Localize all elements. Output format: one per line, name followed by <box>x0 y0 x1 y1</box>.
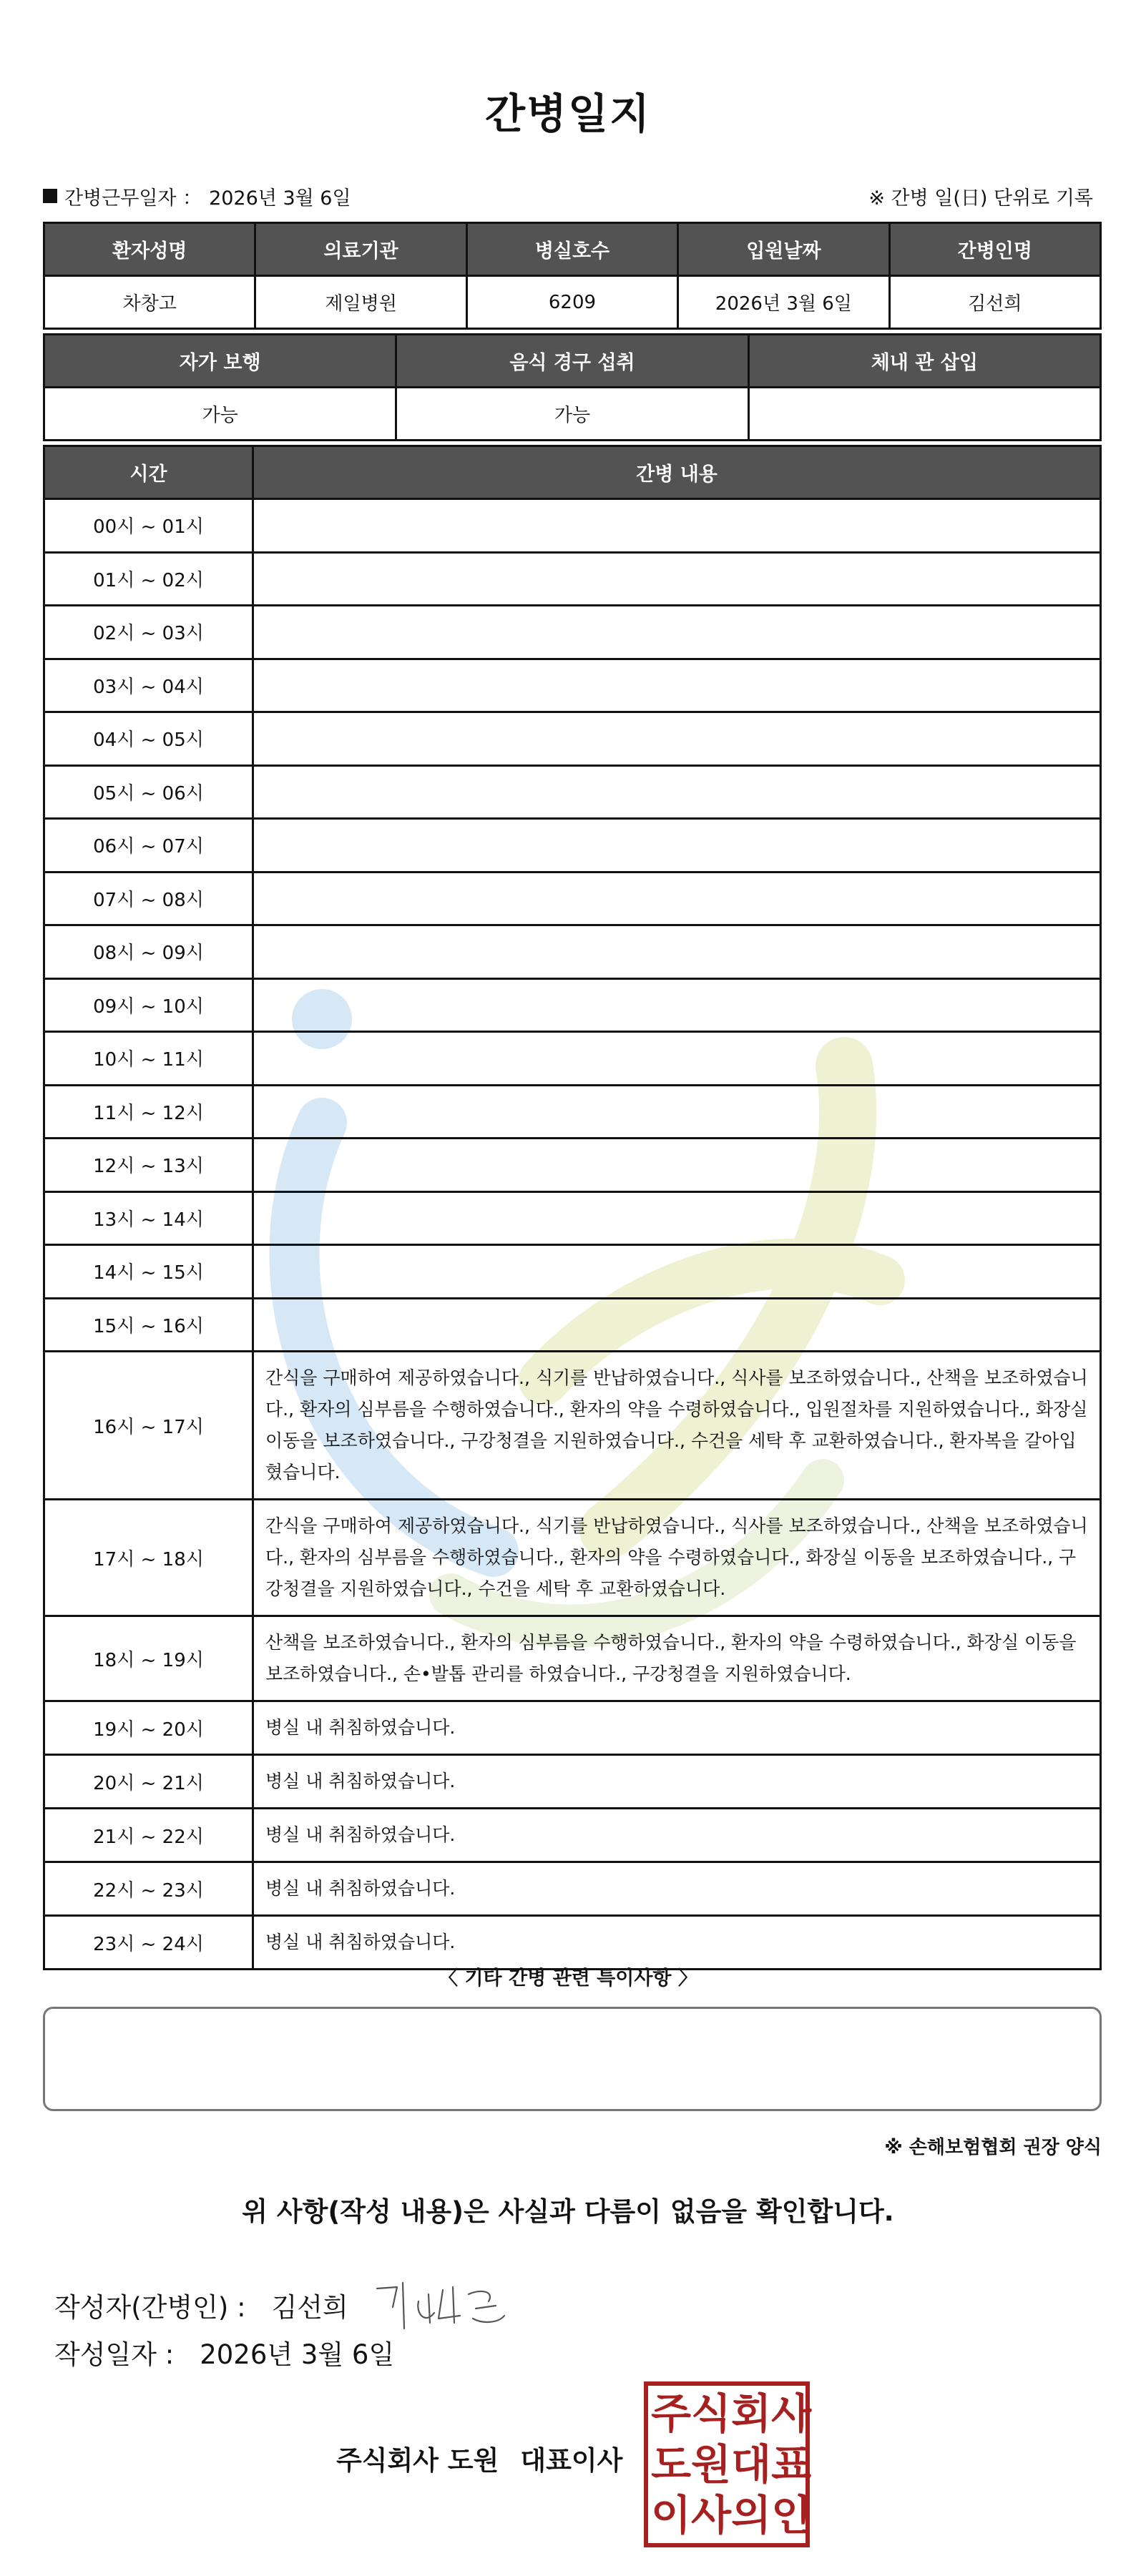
seal-char: 원 <box>691 2439 732 2489</box>
care-content <box>253 925 1101 979</box>
hospital: 제일병원 <box>255 276 466 329</box>
patient-condition-table <box>43 333 1102 441</box>
room-number: 6209 <box>466 276 677 329</box>
written-date-row <box>54 2333 394 2371</box>
care-log-table <box>43 445 1102 1970</box>
time-slot: 07시 ~ 08시 <box>44 872 253 925</box>
seal-char: 이 <box>651 2490 692 2540</box>
table-row <box>44 1191 1101 1245</box>
header-care-content: 간병 내용 <box>253 446 1101 499</box>
time-slot: 08시 ~ 09시 <box>44 925 253 979</box>
remarks-caption: 〈 기타 간병 관련 특이사항 〉 <box>439 1967 697 1990</box>
seal-char: 식 <box>691 2389 732 2439</box>
written-date-value: 2026년 3월 6일 <box>200 2339 395 2370</box>
unit-note: ※ 간병 일(日) 단위로 기록 <box>868 187 1093 210</box>
care-content <box>253 499 1101 553</box>
seal-char: 사 <box>771 2389 812 2439</box>
time-slot: 20시 ~ 21시 <box>44 1755 253 1809</box>
table-row <box>44 1139 1101 1192</box>
time-slot: 16시 ~ 17시 <box>44 1352 253 1500</box>
care-content <box>253 765 1101 819</box>
table-row <box>44 925 1101 979</box>
table-row <box>44 606 1101 659</box>
header-admission-date: 입원날짜 <box>678 223 889 276</box>
time-slot: 06시 ~ 07시 <box>44 819 253 872</box>
patient-info-table <box>43 222 1102 330</box>
table-row <box>44 765 1101 819</box>
company-seal-stamp <box>644 2381 810 2547</box>
care-content: 병실 내 취침하였습니다. <box>253 1755 1101 1809</box>
table-row <box>44 659 1101 712</box>
table-row <box>44 1352 1101 1500</box>
tube-insertion-value <box>748 388 1100 441</box>
page-title: 간병일지 <box>484 89 652 138</box>
care-content <box>253 1191 1101 1245</box>
header-room-number: 병실호수 <box>466 223 677 276</box>
table-row <box>44 712 1101 766</box>
header-tube-insertion: 체내 관 삽입 <box>748 335 1100 388</box>
time-slot: 10시 ~ 11시 <box>44 1032 253 1086</box>
table-row <box>44 1862 1101 1916</box>
writer-name: 김선희 <box>271 2292 348 2323</box>
care-content: 산책을 보조하였습니다., 환자의 심부름을 수행하였습니다., 환자의 약을 수령하였습니다., 화장실 이동을 보조하였습니다., 손•발톱 관리를 하였습니다., 구강청결을 지원하였습니다. <box>253 1616 1101 1701</box>
table-row <box>44 1916 1101 1970</box>
oral-intake-value: 가능 <box>396 388 748 441</box>
time-slot: 09시 ~ 10시 <box>44 978 253 1032</box>
time-slot: 23시 ~ 24시 <box>44 1916 253 1970</box>
patient-name: 차창고 <box>44 276 255 329</box>
header-patient-name: 환자성명 <box>44 223 255 276</box>
care-content <box>253 1245 1101 1299</box>
time-slot: 05시 ~ 06시 <box>44 765 253 819</box>
time-slot: 00시 ~ 01시 <box>44 499 253 553</box>
seal-char: 의 <box>731 2490 772 2540</box>
time-slot: 13시 ~ 14시 <box>44 1191 253 1245</box>
table-row <box>44 1616 1101 1701</box>
care-content <box>253 1298 1101 1352</box>
table-row <box>44 1245 1101 1299</box>
company-name: 주식회사 도원 <box>336 2445 499 2476</box>
written-date-label: 작성일자 : <box>54 2339 175 2370</box>
care-content <box>253 1032 1101 1086</box>
seal-char: 대 <box>731 2439 772 2489</box>
care-content <box>253 819 1101 872</box>
table-row <box>44 1701 1101 1755</box>
header-hospital: 의료기관 <box>255 223 466 276</box>
header-oral-intake: 음식 경구 섭취 <box>396 335 748 388</box>
time-slot: 01시 ~ 02시 <box>44 552 253 606</box>
care-content: 간식을 구매하여 제공하였습니다., 식기를 반납하였습니다., 식사를 보조하였습니다., 산책을 보조하였습니다., 환자의 심부름을 수행하였습니다., 환자의 약을 수령하였습니다., 입원절차를 지원하였습니다., 화장실 이동을 보조하였습니다., 구강청결을 지원하였습니다., 수건을 세탁 후 교환하였습니다., 환자복을 갈아입혔습니다. <box>253 1352 1101 1500</box>
header-caregiver-name: 간병인명 <box>889 223 1100 276</box>
table-row <box>44 978 1101 1032</box>
seal-char: 인 <box>771 2490 812 2540</box>
seal-char: 도 <box>651 2439 692 2489</box>
header-walking: 자가 보행 <box>44 335 396 388</box>
time-slot: 21시 ~ 22시 <box>44 1809 253 1862</box>
table-row <box>44 1500 1101 1616</box>
table-row <box>44 872 1101 925</box>
table-row <box>44 819 1101 872</box>
seal-char: 표 <box>771 2439 812 2489</box>
handwritten-signature <box>368 2273 511 2337</box>
work-date-value: 2026년 3월 6일 <box>209 187 351 210</box>
care-content <box>253 1085 1101 1139</box>
care-content: 간식을 구매하여 제공하였습니다., 식기를 반납하였습니다., 식사를 보조하였습니다., 산책을 보조하였습니다., 환자의 심부름을 수행하였습니다., 환자의 약을 수령하였습니다., 화장실 이동을 보조하였습니다., 구강청결을 지원하였습니다., 수건을 세탁 후 교환하였습니다. <box>253 1500 1101 1616</box>
work-date-label: 간병근무일자 ： <box>64 187 202 210</box>
square-bullet-icon <box>43 189 57 203</box>
care-content <box>253 659 1101 712</box>
time-slot: 03시 ~ 04시 <box>44 659 253 712</box>
care-content <box>253 1139 1101 1192</box>
table-row <box>44 1809 1101 1862</box>
care-content <box>253 712 1101 766</box>
walking-value: 가능 <box>44 388 396 441</box>
source-note: ※ 손해보험협회 권장 양식 <box>884 2137 1102 2158</box>
care-content: 병실 내 취침하였습니다. <box>253 1809 1101 1862</box>
care-content <box>253 872 1101 925</box>
company-title: 대표이사 <box>520 2445 623 2476</box>
time-slot: 14시 ~ 15시 <box>44 1245 253 1299</box>
table-row <box>44 499 1101 553</box>
table-row <box>44 1298 1101 1352</box>
remarks-box <box>43 2007 1102 2111</box>
seal-char: 회 <box>731 2389 772 2439</box>
time-slot: 17시 ~ 18시 <box>44 1500 253 1616</box>
time-slot: 15시 ~ 16시 <box>44 1298 253 1352</box>
table-row <box>44 1085 1101 1139</box>
caregiver-name: 김선희 <box>889 276 1100 329</box>
seal-char: 주 <box>651 2389 692 2439</box>
work-date-row <box>43 182 1093 210</box>
table-row <box>44 552 1101 606</box>
time-slot: 22시 ~ 23시 <box>44 1862 253 1916</box>
time-slot: 02시 ~ 03시 <box>44 606 253 659</box>
seal-char: 사 <box>691 2490 732 2540</box>
company-signature-line <box>336 2439 622 2477</box>
care-content <box>253 978 1101 1032</box>
table-row <box>44 1755 1101 1809</box>
care-content <box>253 552 1101 606</box>
care-content: 병실 내 취침하였습니다. <box>253 1916 1101 1970</box>
time-slot: 04시 ~ 05시 <box>44 712 253 766</box>
writer-label: 작성자(간병인) : <box>54 2292 246 2323</box>
care-content: 병실 내 취침하였습니다. <box>253 1701 1101 1755</box>
time-slot: 12시 ~ 13시 <box>44 1139 253 1192</box>
confirmation-statement: 위 사항(작성 내용)은 사실과 다름이 없음을 확인합니다. <box>242 2196 894 2227</box>
time-slot: 11시 ~ 12시 <box>44 1085 253 1139</box>
table-row <box>44 1032 1101 1086</box>
care-content: 병실 내 취침하였습니다. <box>253 1862 1101 1916</box>
time-slot: 18시 ~ 19시 <box>44 1616 253 1701</box>
header-time: 시간 <box>44 446 253 499</box>
writer-row <box>54 2273 511 2337</box>
admission-date: 2026년 3월 6일 <box>678 276 889 329</box>
time-slot: 19시 ~ 20시 <box>44 1701 253 1755</box>
care-content <box>253 606 1101 659</box>
